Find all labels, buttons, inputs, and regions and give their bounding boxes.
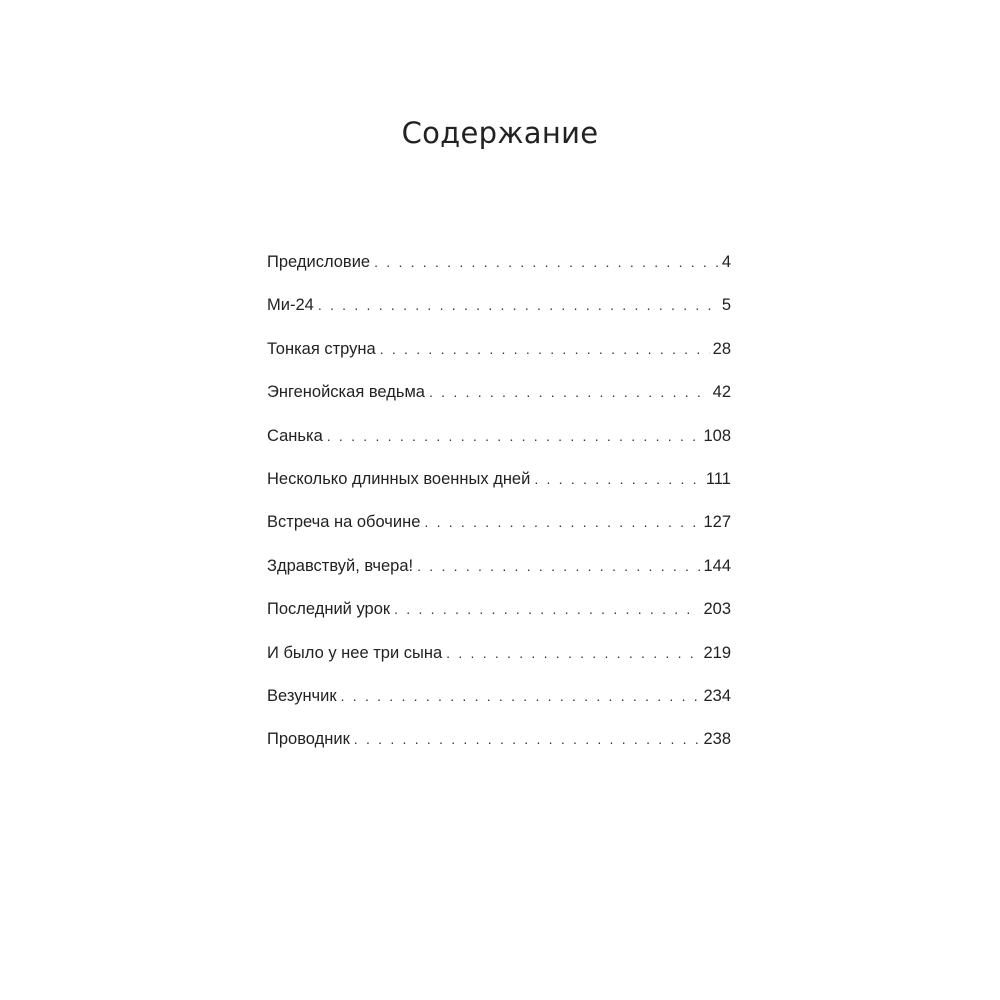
toc-entry-title: Последний урок bbox=[267, 600, 391, 619]
dot-leader bbox=[394, 597, 700, 621]
toc-entry-page-number: 111 bbox=[705, 469, 731, 488]
toc-entry-page-number: 42 bbox=[712, 383, 731, 402]
toc-entry-page-number: 28 bbox=[712, 339, 731, 358]
toc-entry-page-number: 108 bbox=[703, 426, 731, 445]
toc-entry-page-number: 127 bbox=[703, 513, 731, 532]
toc-entry bbox=[267, 727, 731, 770]
dot-leader bbox=[534, 467, 703, 491]
toc-entry-page-number: 219 bbox=[703, 643, 731, 662]
toc-entry bbox=[267, 641, 731, 684]
toc-entry bbox=[267, 510, 731, 553]
toc-entry-title: Ми-24 bbox=[267, 296, 314, 315]
dot-leader bbox=[327, 424, 701, 448]
toc-entry-page-number: 144 bbox=[703, 556, 731, 575]
toc-entry-page-number: 5 bbox=[721, 296, 731, 315]
dot-leader bbox=[341, 684, 701, 708]
toc-entry-page-number: 203 bbox=[703, 600, 731, 619]
toc-entry-title: Везунчик bbox=[267, 686, 337, 705]
toc-entry-title: И было у нее три сына bbox=[267, 643, 443, 662]
table-of-contents bbox=[267, 250, 731, 771]
toc-entry-page-number: 4 bbox=[721, 253, 731, 271]
dot-leader bbox=[380, 337, 710, 361]
toc-entry-title: Встреча на обочине bbox=[267, 513, 421, 532]
dot-leader bbox=[318, 293, 719, 317]
dot-leader bbox=[417, 554, 700, 578]
dot-leader bbox=[354, 727, 701, 751]
toc-entry bbox=[267, 424, 731, 467]
dot-leader bbox=[429, 380, 710, 404]
toc-entry-title: Тонкая струна bbox=[267, 339, 376, 358]
toc-entry-title: Предисловие bbox=[267, 253, 371, 271]
toc-entry bbox=[267, 467, 731, 510]
page-title: Содержание bbox=[401, 116, 599, 150]
toc-entry-title: Энгенойская ведьма bbox=[267, 383, 425, 402]
toc-entry-title: Несколько длинных военных дней bbox=[267, 469, 531, 488]
toc-entry bbox=[267, 293, 731, 336]
toc-entry-title: Санька bbox=[267, 426, 323, 445]
toc-entry-page-number: 234 bbox=[703, 686, 731, 705]
toc-entry-title: Проводник bbox=[267, 730, 350, 749]
dot-leader bbox=[446, 641, 700, 665]
dot-leader bbox=[374, 250, 719, 274]
toc-entry bbox=[267, 597, 731, 640]
toc-entry-page-number: 238 bbox=[703, 730, 731, 749]
toc-entry bbox=[267, 684, 731, 727]
toc-entry bbox=[267, 250, 731, 293]
toc-entry bbox=[267, 380, 731, 423]
dot-leader bbox=[424, 510, 700, 534]
toc-entry-title: Здравствуй, вчера! bbox=[267, 556, 414, 575]
toc-entry bbox=[267, 554, 731, 597]
toc-entry bbox=[267, 337, 731, 380]
